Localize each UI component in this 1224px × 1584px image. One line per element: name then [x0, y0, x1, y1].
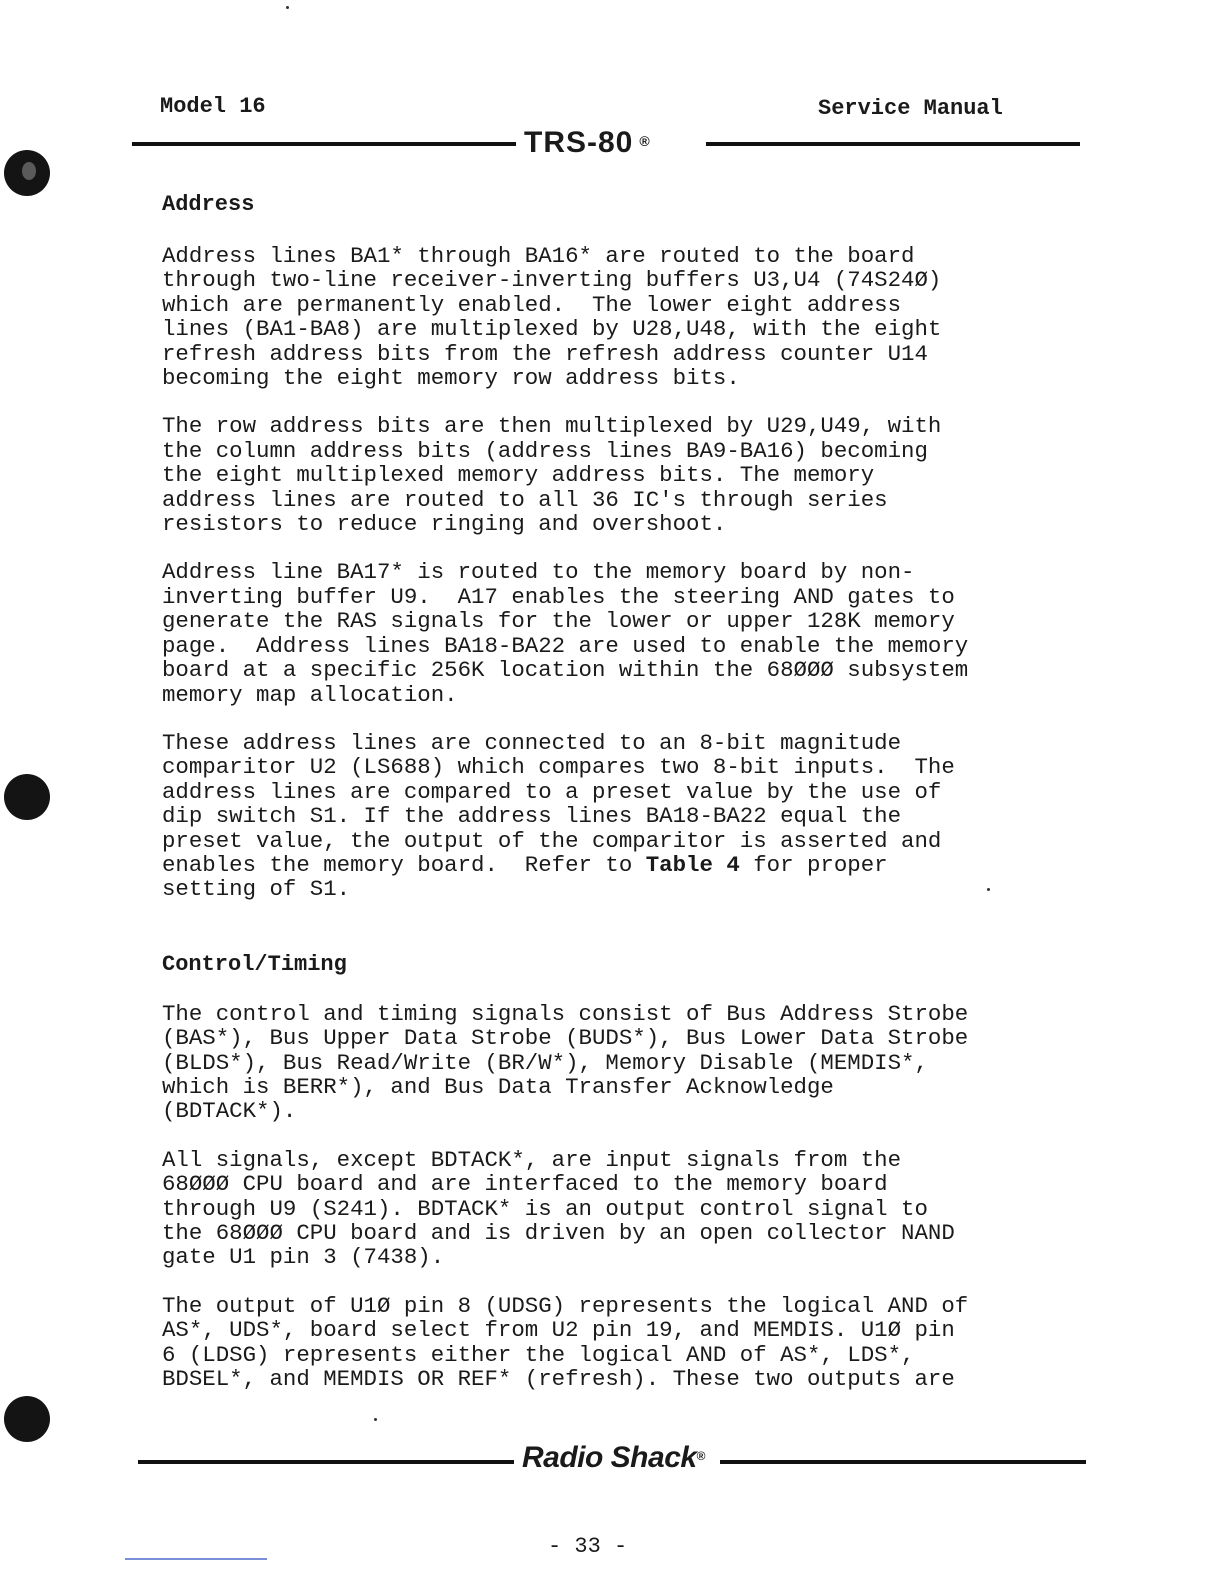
scan-speck: [286, 6, 289, 9]
table-reference: Table 4: [645, 851, 740, 878]
paragraph-address-3: Address line BA17* is routed to the memory board by non- inverting buffer U9. A17 enables the steering AND gates to generate the RAS signals for the lower or upper 128K memory page. Address lines BA18-BA22 are used to enable the memory board at a specific 256K location within the 68ØØØ subsystem memory map allocation.: [162, 559, 969, 708]
binder-hole-bottom: [4, 1396, 50, 1442]
section-title-address: Address: [162, 192, 255, 217]
header-manual-title: Service Manual: [818, 96, 1003, 121]
scan-speck: [374, 1418, 377, 1421]
footer-rule-right: [720, 1460, 1086, 1464]
paragraph-address-4: These address lines are connected to an 8-bit magnitude comparitor U2 (LS688) which compares two 8-bit inputs. The address lines are compared to a preset value by the use of dip switch S1. If the address lines BA18-BA22 equal the preset value, the output of the comparitor is asserted and enables the memory board. Refer to Table 4 for proper setting of S1.: [162, 729, 955, 903]
page-number: - 33 -: [548, 1534, 628, 1559]
trs80-logo-text: TRS-80: [524, 126, 634, 159]
section-title-control-timing: Control/Timing: [162, 951, 347, 977]
binder-hole-top: [4, 150, 50, 196]
paragraph-control-1: The control and timing signals consist of Bus Address Strobe (BAS*), Bus Upper Data Strobe (BUDS*), Bus Lower Data Strobe (BLDS*), Bus Read/Write (BR/W*), Memory Disable (MEMDIS*, which is BERR*), and Bus Data Transfer Acknowledge (BDTACK*).: [162, 1000, 969, 1125]
radio-shack-logo-text: Radio Shack: [522, 1441, 697, 1474]
paragraph-control-2: All signals, except BDTACK*, are input signals from the 68ØØØ CPU board and are interfaced to the memory board through U9 (S241). BDTACK* is an output control signal to the 68ØØØ CPU board and is driven by an open collector NAND gate U1 pin 3 (7438).: [162, 1146, 955, 1271]
paragraph-control-3: The output of U1Ø pin 8 (UDSG) represents the logical AND of AS*, UDS*, board select from U2 pin 19, and MEMDIS. U1Ø pin 6 (LDSG) represents either the logical AND of AS*, LDS*, BDSEL*, and MEMDIS OR REF* (refresh). These two outputs are: [162, 1292, 969, 1393]
page-body: [162, 192, 1062, 1391]
paragraph-address-2: The row address bits are then multiplexed by U29,U49, with the column address bits (address lines BA9-BA16) becoming the eight multiplexed memory address bits. The memory address lines are routed to all 36 IC's through series resistors to reduce ringing and overshoot.: [162, 413, 942, 538]
registered-mark: ®: [696, 1449, 705, 1463]
paragraph-address-1: Address lines BA1* through BA16* are routed to the board through two-line receiver-inverting buffers U3,U4 (74S24Ø) which are permanently enabled. The lower eight address lines (BA1-BA8) are multiplexed by U28,U48, with the eight refresh address bits from the refresh address counter U14 becoming the eight memory row address bits.: [162, 243, 942, 392]
registered-mark: ®: [639, 133, 651, 149]
header-rule-left: [132, 142, 516, 146]
header-rule-right: [706, 142, 1080, 146]
scan-mark-line: [125, 1558, 267, 1560]
header-model: Model 16: [160, 94, 266, 119]
trs80-logo: [524, 126, 698, 160]
footer-rule-left: [138, 1460, 514, 1464]
radio-shack-logo: [522, 1438, 714, 1478]
binder-hole-middle: [4, 774, 50, 820]
